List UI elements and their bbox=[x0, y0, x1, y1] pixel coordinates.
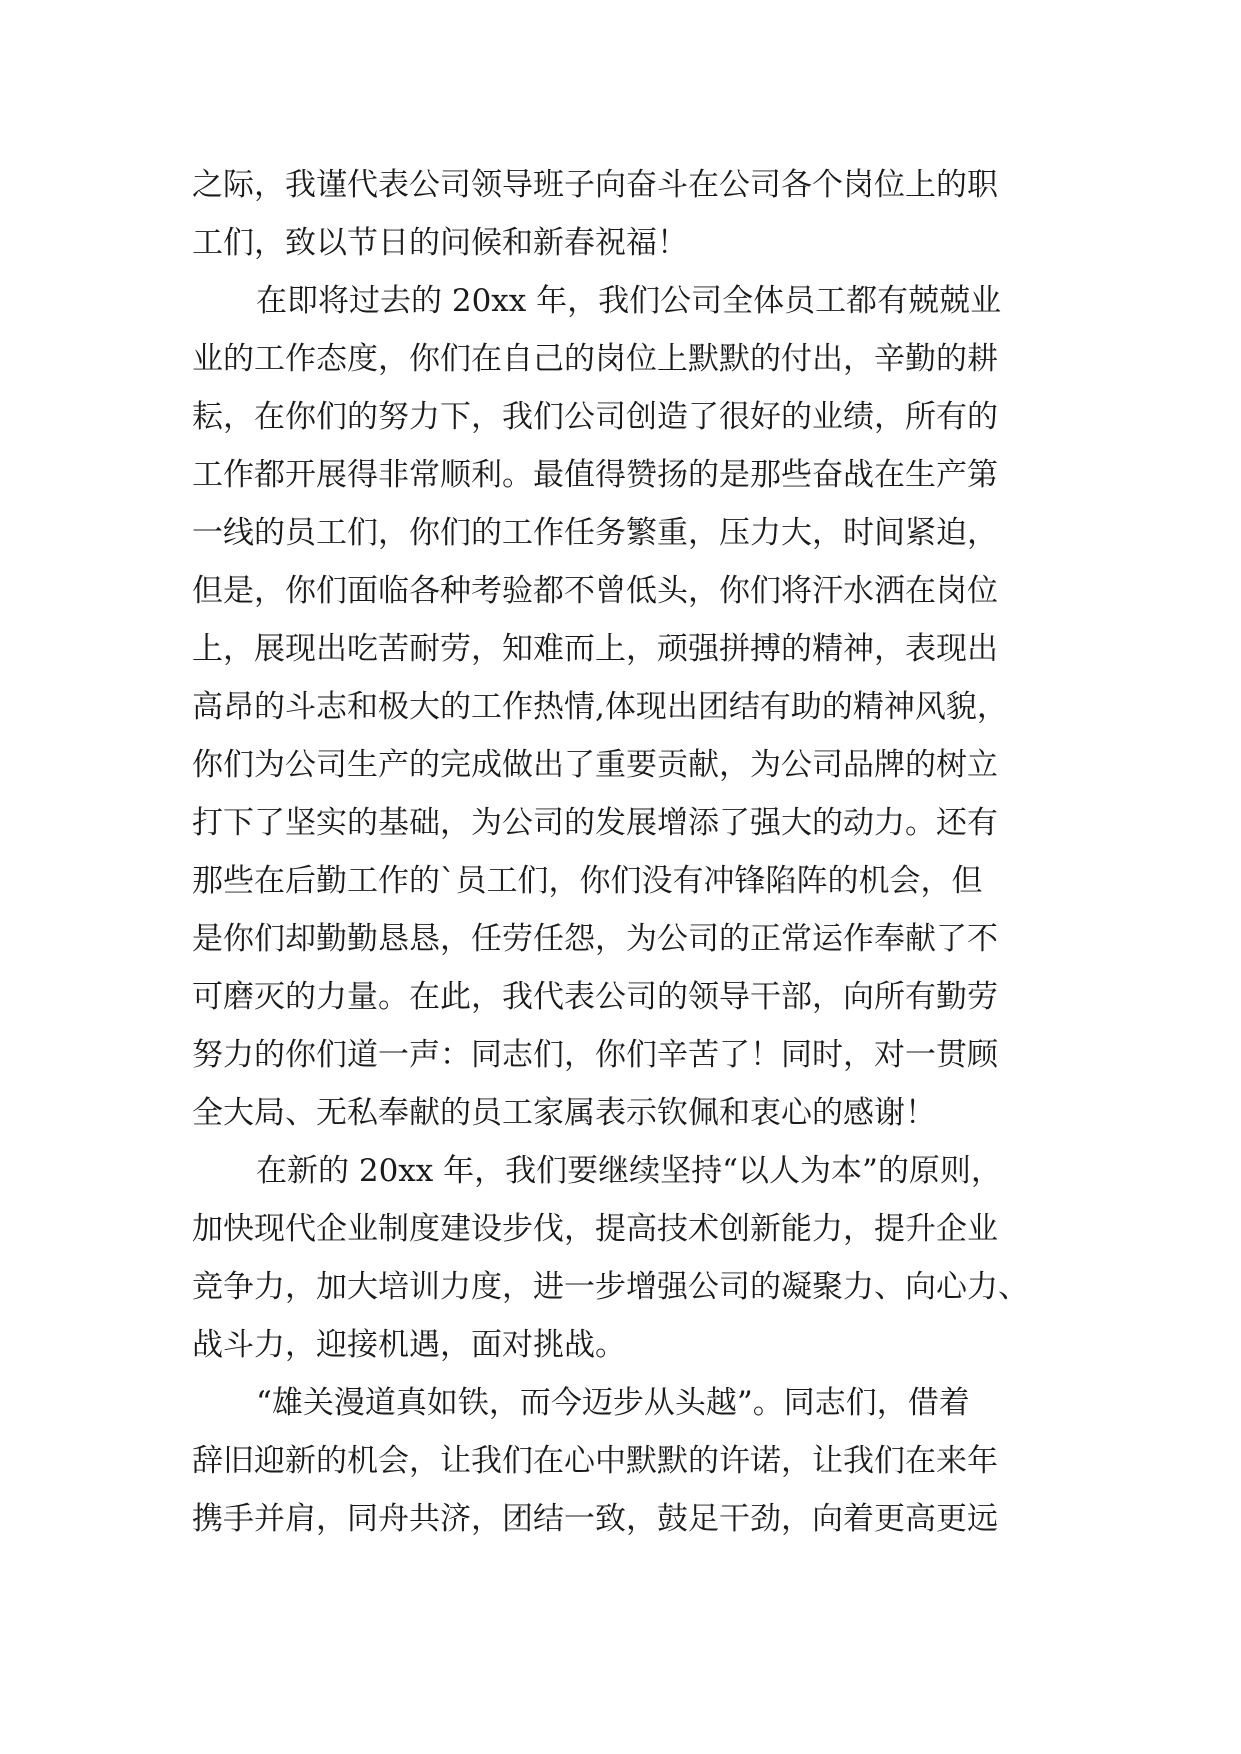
text-line: 上，展现出吃苦耐劳，知难而上，顽强拼搏的精神，表现出 bbox=[192, 631, 998, 667]
text-line: 那些在后勤工作的`员工们，你们没有冲锋陷阵的机会，但 bbox=[192, 863, 983, 899]
paragraph-first-line: 在即将过去的 20xx 年，我们公司全体员工都有兢兢业 bbox=[256, 283, 1002, 319]
text-line: 工们，致以节日的问候和新春祝福！ bbox=[192, 225, 688, 261]
text-line: 耘，在你们的努力下，我们公司创造了很好的业绩，所有的 bbox=[192, 399, 998, 435]
text-line: 加快现代企业制度建设步伐，提高技术创新能力，提升企业 bbox=[192, 1211, 998, 1247]
text-line: 业的工作态度，你们在自己的岗位上默默的付出，辛勤的耕 bbox=[192, 341, 998, 377]
text-line: 携手并肩，同舟共济，团结一致，鼓足干劲，向着更高更远 bbox=[192, 1501, 998, 1537]
text-line: 战斗力，迎接机遇，面对挑战。 bbox=[192, 1327, 626, 1363]
text-line: 是你们却勤勤恳恳，任劳任怨，为公司的正常运作奉献了不 bbox=[192, 921, 998, 957]
paragraph-first-line: 在新的 20xx 年，我们要继续坚持“以人为本”的原则， bbox=[256, 1153, 1002, 1189]
text-line: 可磨灭的力量。在此，我代表公司的领导干部，向所有勤劳 bbox=[192, 979, 998, 1015]
text-line: 之际，我谨代表公司领导班子向奋斗在公司各个岗位上的职 bbox=[192, 167, 998, 203]
text-line: 打下了坚实的基础，为公司的发展增添了强大的动力。还有 bbox=[192, 805, 998, 841]
text-line: 但是，你们面临各种考验都不曾低头，你们将汗水洒在岗位 bbox=[192, 573, 998, 609]
text-line: 高昂的斗志和极大的工作热情,体现出团结有助的精神风貌， bbox=[192, 689, 1008, 725]
text-line: 你们为公司生产的完成做出了重要贡献，为公司品牌的树立 bbox=[192, 747, 998, 783]
text-line: 辞旧迎新的机会，让我们在心中默默的许诺，让我们在来年 bbox=[192, 1443, 998, 1479]
text-line: 全大局、无私奉献的员工家属表示钦佩和衷心的感谢！ bbox=[192, 1095, 936, 1131]
text-line: 努力的你们道一声：同志们，你们辛苦了！同时，对一贯顾 bbox=[192, 1037, 998, 1073]
text-line: 工作都开展得非常顺利。最值得赞扬的是那些奋战在生产第 bbox=[192, 457, 998, 493]
paragraph-first-line: “雄关漫道真如铁，而今迈步从头越”。同志们，借着 bbox=[256, 1385, 970, 1421]
text-line: 一线的员工们，你们的工作任务繁重，压力大，时间紧迫， bbox=[192, 515, 998, 551]
text-line: 竞争力，加大培训力度，进一步增强公司的凝聚力、向心力、 bbox=[192, 1269, 1029, 1305]
